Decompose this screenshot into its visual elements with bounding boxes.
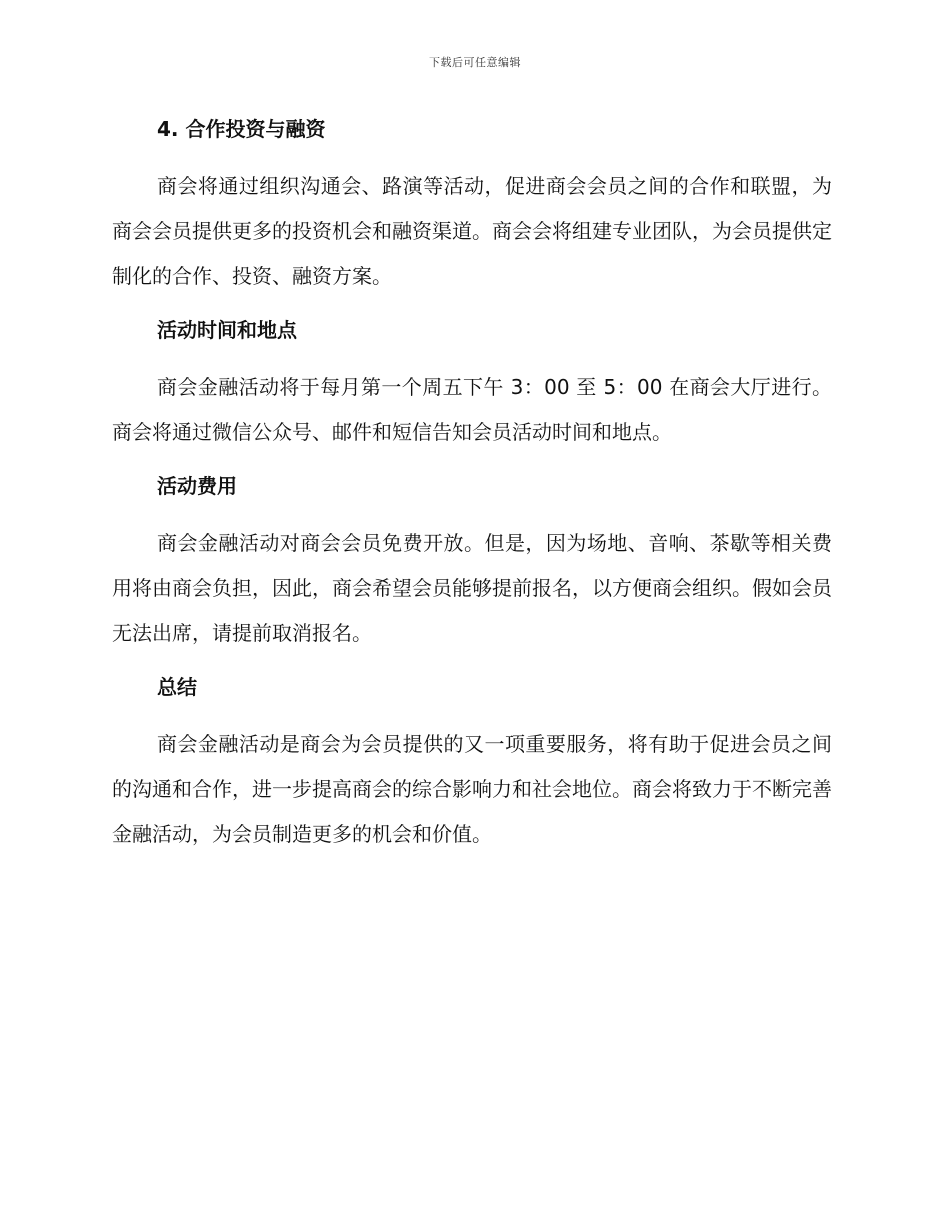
document-body [112, 112, 832, 857]
section-paragraph: 商会将通过组织沟通会、路演等活动，促进商会会员之间的合作和联盟，为商会会员提供更多的投资机会和融资渠道。商会会将组建专业团队，为会员提供定制化的合作、投资、融资方案。 [112, 174, 832, 288]
section-paragraph: 商会金融活动将于每月第一个周五下午 3：00 至 5：00 在商会大厅进行。商会将通过微信公众号、邮件和短信告知会员活动时间和地点。 [112, 375, 832, 444]
page-header: 下载后可任意编辑 [429, 56, 521, 69]
section-summary [112, 670, 832, 857]
section-heading: 总结 [157, 675, 197, 699]
section-time-location [112, 313, 832, 455]
section-heading: 活动费用 [157, 474, 237, 498]
section-cooperation-investment [112, 112, 832, 299]
section-fees [112, 469, 832, 656]
section-paragraph: 商会金融活动是商会为会员提供的又一项重要服务，将有助于促进会员之间的沟通和合作，进一步提高商会的综合影响力和社会地位。商会将致力于不断完善金融活动，为会员制造更多的机会和价值。 [112, 732, 832, 846]
section-paragraph: 商会金融活动对商会会员免费开放。但是，因为场地、音响、茶歇等相关费用将由商会负担，因此，商会希望会员能够提前报名，以方便商会组织。假如会员无法出席，请提前取消报名。 [112, 531, 832, 645]
section-heading: 4. 合作投资与融资 [157, 117, 326, 141]
section-heading: 活动时间和地点 [157, 318, 297, 342]
